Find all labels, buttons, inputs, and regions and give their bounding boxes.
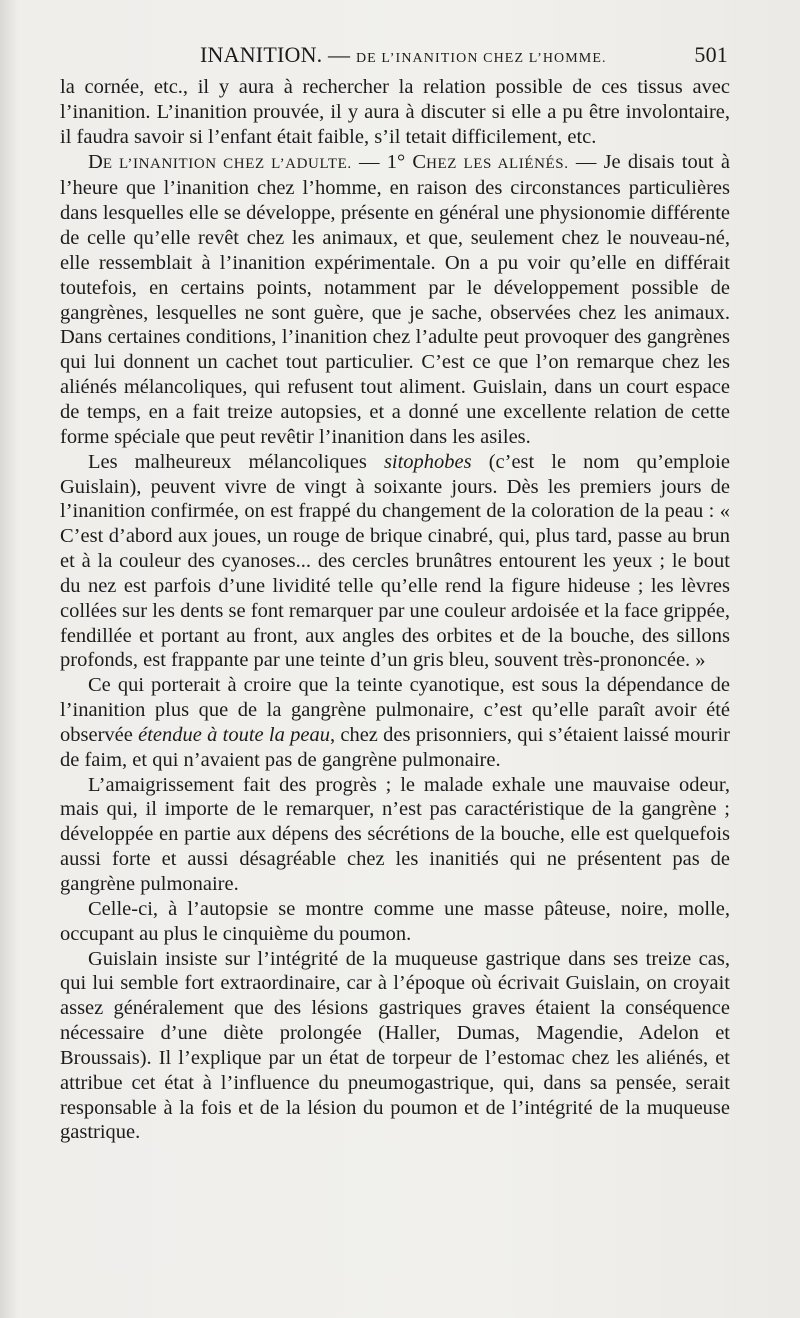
paragraph-2-body: Je disais tout à l’heure que l’inanition chez l’homme, en raison des circonstances particulières dans lesquelles elle se développe, présente en général une physionomie différente de celle qu’elle revêt chez les animaux, et que, seulement chez le nouveau-né, elle ressemblait à l’inanition expérimentale. On a pu voir qu’elle en différait toutefois, en certains points, notamment par le développement possible de gangrènes, lesquelles ne sont guère, que je sache, observées chez les animaux. Dans certaines conditions, l’inanition chez l’adulte peut provoquer des gangrènes qui lui donnent un cachet tout particulier. C’est ce que l’on remarque chez les aliénés mélancoliques, qui refusent tout aliment. Guislain, dans un court espace de temps, en a fait treize autopsies, et a donné une excellente relation de cette forme spéciale que peut revêtir l’inanition dans les asiles. (60, 150, 731, 448)
header-title: INANITION. (200, 42, 323, 67)
paragraph-3-part-b: (c’est le nom qu’emploie Guislain), peuvent vivre de vingt à soixante jours. Dès les premiers jours de l’inanition confirmée, on est frappé du changement de la coloration de la peau : « C’est d’abord aux joues, un rouge de brique cinabré, qui, plus tard, passe au brun et à la couleur des cyanoses... des cercles brunâtres entourent les yeux ; le bout du nez est parfois d’une lividité telle qu’elle rend la figure hideuse ; les lèvres collées sur les dents se font remarquer par une couleur ardoisée et la face grippée, fendillée et portant au front, aux angles des orbites et de la bouche, des sillons profonds, est frappante par une teinte d’un gris bleu, souvent très-prononcée. » (60, 450, 730, 672)
section-heading-cap-2: C (412, 150, 427, 173)
running-title (200, 42, 607, 68)
paragraph-4-part-b: , chez des prisonniers, qui s’étaient laissé mourir de faim, et qui n’avaient pas de gangrène pulmonaire. (60, 723, 731, 771)
paragraph-3 (60, 450, 730, 674)
header-subtitle: DE L’INANITION CHEZ L’HOMME. (355, 51, 607, 66)
italic-phrase-etendue: étendue à toute la peau (138, 723, 330, 746)
page-number: 501 (694, 42, 728, 67)
section-heading-cap-1: D (88, 150, 103, 173)
section-heading-2: HEZ LES ALIÉNÉS. (426, 155, 569, 172)
header-dash: — (322, 42, 356, 67)
section-heading-separator-2: — (568, 150, 604, 173)
paragraph-7: Guislain insiste sur l’intégrité de la muqueuse gastrique dans ses treize cas, qui lui semble fort extraordinaire, car à l’époque où écrivait Guislain, on croyait assez généralement que des lésions gastriques graves étaient la conséquence nécessaire d’une diète prolongée (Haller, Dumas, Magendie, Adelon et Broussais). Il l’explique par un état de torpeur de l’estomac chez les aliénés, et attribue cet état à l’influence du pneumogastrique, qui, dans sa pensée, serait responsable à la fois et de la lésion du poumon et de l’intégrité de la muqueuse gastrique. (60, 947, 730, 1144)
section-heading-separator-1: — 1° (351, 150, 413, 173)
paragraph-3-part-a: Les malheureux mélancoliques (88, 450, 384, 473)
paragraph-5: L’amaigrissement fait des progrès ; le malade exhale une mauvaise odeur, mais qui, il importe de le remarquer, n’est pas caractéristique de la gangrène ; développée en partie aux dépens des sécrétions de la bouche, elle est quelquefois aussi forte et aussi désagréable chez les inanitiés qui ne présentent pas de gangrène pulmonaire. (60, 773, 730, 895)
running-header (60, 40, 730, 74)
section-heading-1: E L’INANITION CHEZ L’ADULTE. (102, 155, 352, 172)
paragraph-1: la cornée, etc., il y aura à rechercher la relation possible de ces tissus avec l’inanition. L’inanition prouvée, il y aura à discuter si elle a pu être involontaire, il faudra savoir si l’enfant était faible, s’il tetait difficilement, etc. (60, 76, 730, 148)
body-text (60, 75, 730, 1145)
italic-term-sitophobes: sitophobes (383, 450, 472, 473)
paragraph-4 (60, 673, 730, 772)
paragraph-6: Celle-ci, à l’autopsie se montre comme une masse pâteuse, noire, molle, occupant au plus le cinquième du poumon. (60, 897, 730, 945)
paragraph-2 (60, 150, 730, 450)
paragraph-4-part-a: Ce qui porterait à croire que la teinte cyanotique, est sous la dépendance de l’inanition plus que de la gangrène pulmonaire, c’est qu’elle paraît avoir été observée (60, 674, 730, 746)
